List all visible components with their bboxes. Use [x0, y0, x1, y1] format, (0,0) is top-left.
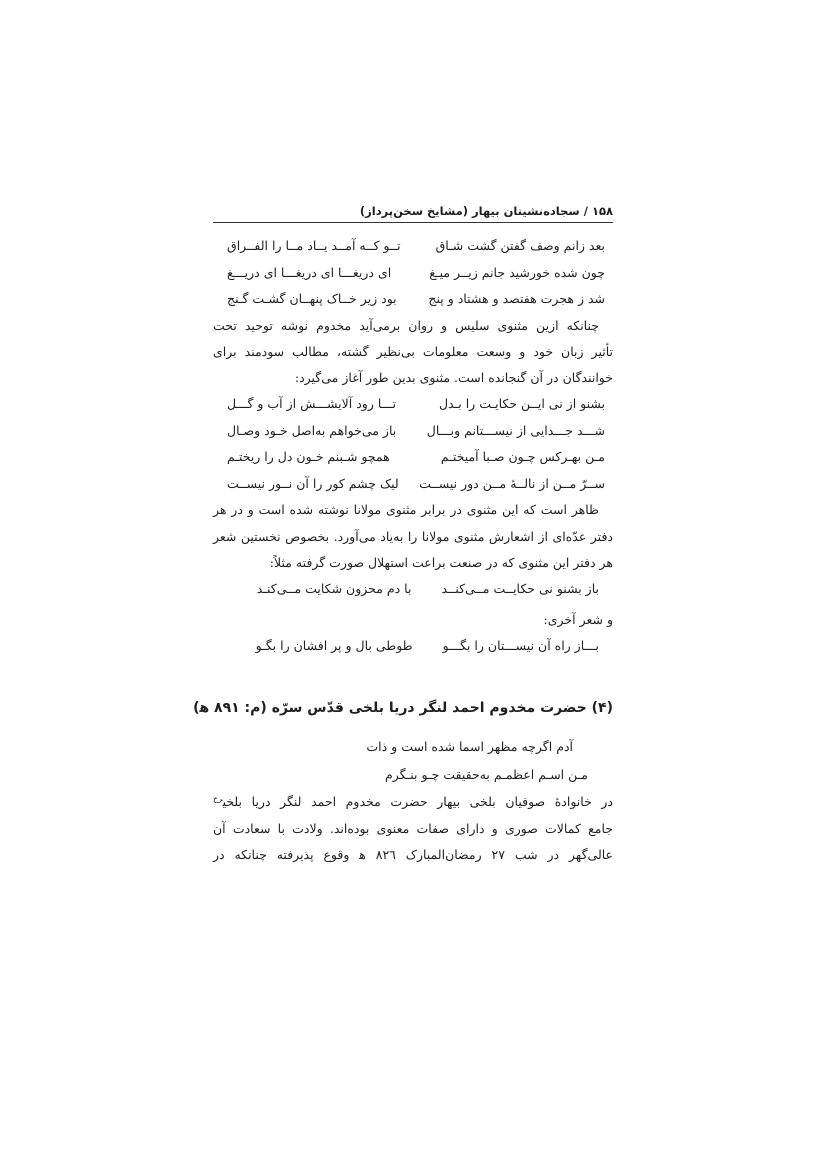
paragraph-line: چنانکه ازین مثنوی سلیس و روان برمی‌آید مخدوم نوشه توحید تحت: [213, 317, 599, 333]
heading-verse-first: آدم اگرچه مظهر اسما شده است و ذات: [366, 739, 573, 755]
hemistich-second: ای دریغـــا ای دریغـــا ای دریـــغ: [227, 264, 392, 280]
verse-row: [213, 471, 613, 498]
paragraph-line: ظاهر است که این مثنوی در برابر مثنوی مولانا نوشته شده است و در هر: [213, 502, 599, 518]
hemistich-second: لیک چشم کور را آن نــور نیســت: [227, 475, 399, 491]
verse-row: [213, 286, 613, 313]
hemistich-first: مـن بهـرکس چـون صـبا آمیختـم: [440, 449, 605, 465]
verse-row: [213, 260, 613, 287]
paragraph-line: هر دفتر این مثنوی که در صنعت براعت استهلال صورت گرفته مثلاً:: [269, 554, 613, 570]
paragraph-line: خوانندگان در آن گنجانده است. مثنوی بدین طور آغاز می‌گیرد:: [294, 370, 613, 386]
heading-verse-second: مـن اسـم اعظمـم به‌حقیقت چـو بنـگرم: [385, 767, 588, 783]
paragraph-comparison: [213, 497, 613, 576]
hemistich-first: ســرّ مــن از نالــهٔ مــن دور نیســت: [419, 475, 605, 491]
hemistich-first: بـــاز راه آن نیســـتان را بگـــو: [442, 637, 599, 653]
paragraph-masnavi-intro: [213, 313, 613, 392]
hemistich-first: باز بشنو نی حکایــت مــی‌کنــد: [441, 581, 599, 597]
hemistich-second: تـــا رود آلایشـــش از آب و گـــل: [227, 396, 397, 412]
hemistich-second: بود زیر خــاک پنهــان گشـت گـنج: [227, 291, 397, 306]
hemistich-first: شد ز هجرت هفتصد و هشتاد و پنج: [428, 291, 605, 306]
paragraph-line: جامع کمالات صوری و دارای صفات معنوی بوده‌اند. ولادت با سعادت آن: [213, 820, 613, 836]
verse-other: [213, 633, 613, 660]
verse-row: [213, 391, 613, 418]
hemistich-second: طوطی بال و پر افشان را بگـو: [255, 637, 413, 653]
paragraph-line: دفتر عدّه‌ای از اشعارش مثنوی مولانا را به‌یاد می‌آورد. بخصوص نخستین شعر: [213, 528, 613, 544]
paragraph-biography: [213, 789, 613, 868]
honorific-mark: رح: [213, 794, 223, 804]
paragraph-line: عالی‌گهر در شب ۲۷ رمضان‌المبارک ۸۲٦ ﻫ وقوع پذیرفته چنانکه در: [213, 846, 614, 862]
verse-row: [213, 418, 613, 445]
verse-example: [213, 576, 613, 603]
verse-row: [213, 444, 613, 471]
hemistich-first: شـــد جـــدایی از نیســـتانم وبـــال: [426, 422, 605, 438]
book-page: [193, 200, 614, 868]
verse-row: [213, 233, 613, 260]
label-other-verse: و شعر آخری:: [543, 611, 613, 627]
paragraph-line: [213, 789, 613, 815]
section-heading: (۴) حضرت مخدوم احمد لنگر دریا بلخی قدّس سرّه (م: ۸۹۱ ﻫ): [193, 700, 613, 717]
hemistich-second: تــو کــه آمــد یــاد مــا را الفــراق: [227, 238, 401, 253]
hemistich-second: باز می‌خواهم به‌اصل خـود وصـال: [227, 422, 397, 438]
hemistich-first: چون شده خورشید جانم زیــر میـغ: [429, 264, 605, 280]
paragraph-line: تأثیر زبان خود و وسعت معلومات بی‌نظیر گشته، مطالب سودمند برای: [213, 343, 613, 359]
running-head: ۱۵۸ / سجاده‌نشینان بیهار (مشایخ سخن‌پرداز): [213, 200, 613, 223]
hemistich-first: بعد زانم وصف گفتن گشت شـاق: [435, 238, 605, 253]
hemistich-second: با دم محزون شکایت مــی‌کنـد: [256, 581, 412, 597]
verse-block-intro: [213, 233, 613, 313]
hemistich-second: همچو شـبنم خـون دل را ریختـم: [227, 449, 390, 465]
verse-block-masnavi: [213, 391, 613, 497]
hemistich-first: بشنو از نی ایــن حکایـت را بـدل: [438, 396, 605, 412]
paragraph-line-text: در خانوادهٔ صوفیان بلخی بیهار حضرت مخدوم احمد لنگر دریا بلخی: [222, 794, 613, 810]
